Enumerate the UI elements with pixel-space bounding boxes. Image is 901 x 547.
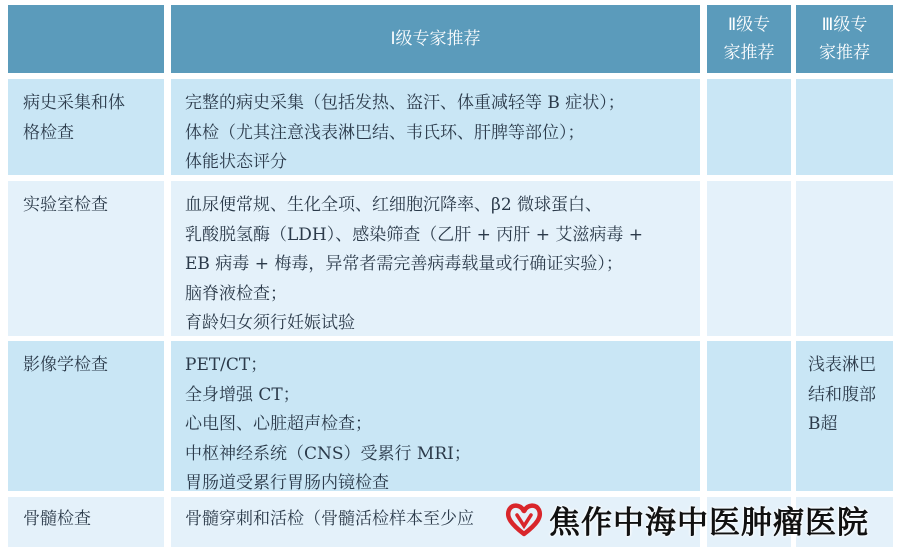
recommendation-line: 完整的病史采集（包括发热、盗汗、体重减轻等 B 症状）； (185, 93, 625, 113)
recommendation-line: 骨髓穿刺和活检（骨髓活检样本至少应 (185, 509, 474, 529)
hospital-watermark (503, 497, 898, 541)
table-row-history-level2 (707, 79, 791, 175)
category-line: 病史采集和体 (23, 93, 125, 113)
category-line: 实验室检查 (23, 195, 108, 215)
level3-note-line: B超 (808, 414, 838, 434)
category-line: 格检查 (23, 122, 74, 143)
table-row-lab-level3 (796, 181, 893, 336)
recommendation-line: 脑脊液检查； (185, 283, 287, 304)
recommendation-line: 胃肠道受累行胃肠内镜检查 (185, 473, 389, 493)
category-line: 影像学检查 (23, 355, 108, 375)
header-level3-line: 家推荐 (819, 43, 870, 63)
recommendation-line: EB 病毒 + 梅毒，异常者需完善病毒载量或行确证实验）； (185, 254, 623, 274)
watermark-text: 焦作中海中医肿瘤医院 (549, 504, 869, 541)
recommendation-line: 血尿便常规、生化全项、红细胞沉降率、β2 微球蛋白、 (185, 195, 603, 215)
table-row-lab-category (8, 181, 164, 336)
level3-note-line: 结和腹部 (808, 384, 876, 405)
header-level2-line: Ⅱ级专 (727, 15, 771, 35)
header-level3-line: Ⅲ级专 (821, 15, 868, 35)
header-level1-cell (171, 5, 700, 73)
level3-note-line: 浅表淋巴 (808, 355, 876, 375)
recommendation-line: 中枢神经系统（CNS）受累行 MRI； (185, 443, 471, 464)
recommendation-line: 育龄妇女须行妊娠试验 (185, 313, 355, 333)
table-row-lab-level1 (171, 181, 700, 336)
header-level2-line: 家推荐 (723, 43, 775, 63)
recommendation-line: 体能状态评分 (185, 152, 287, 172)
table-row-imaging-level3 (796, 341, 893, 491)
table-row-marrow-category (8, 497, 164, 547)
heart-ribbon-logo-icon (503, 498, 545, 540)
table-row-history-level1 (171, 79, 700, 175)
recommendation-line: 体检（尤其注意浅表淋巴结、韦氏环、肝脾等部位）； (185, 122, 585, 143)
table-row-history-category (8, 79, 164, 175)
category-line: 骨髓检查 (23, 509, 91, 529)
header-level3-cell (796, 5, 893, 73)
recommendation-line: 心电图、心脏超声检查； (185, 414, 372, 434)
table-row-history-level3 (796, 79, 893, 175)
table-row-imaging-category (8, 341, 164, 491)
recommendation-line: 乳酸脱氢酶（LDH）、感染筛查（乙肝 + 丙肝 + 艾滋病毒 + (185, 224, 643, 245)
table-row-imaging-level1 (171, 341, 700, 491)
table-row-lab-level2 (707, 181, 791, 336)
recommendation-line: PET/CT； (185, 355, 268, 375)
header-criteria-cell (8, 5, 164, 73)
header-level2-cell (707, 5, 791, 73)
table-row-imaging-level2 (707, 341, 791, 491)
header-level1-label: Ⅰ级专家推荐 (390, 29, 481, 49)
recommendation-line: 全身增强 CT； (185, 384, 300, 405)
